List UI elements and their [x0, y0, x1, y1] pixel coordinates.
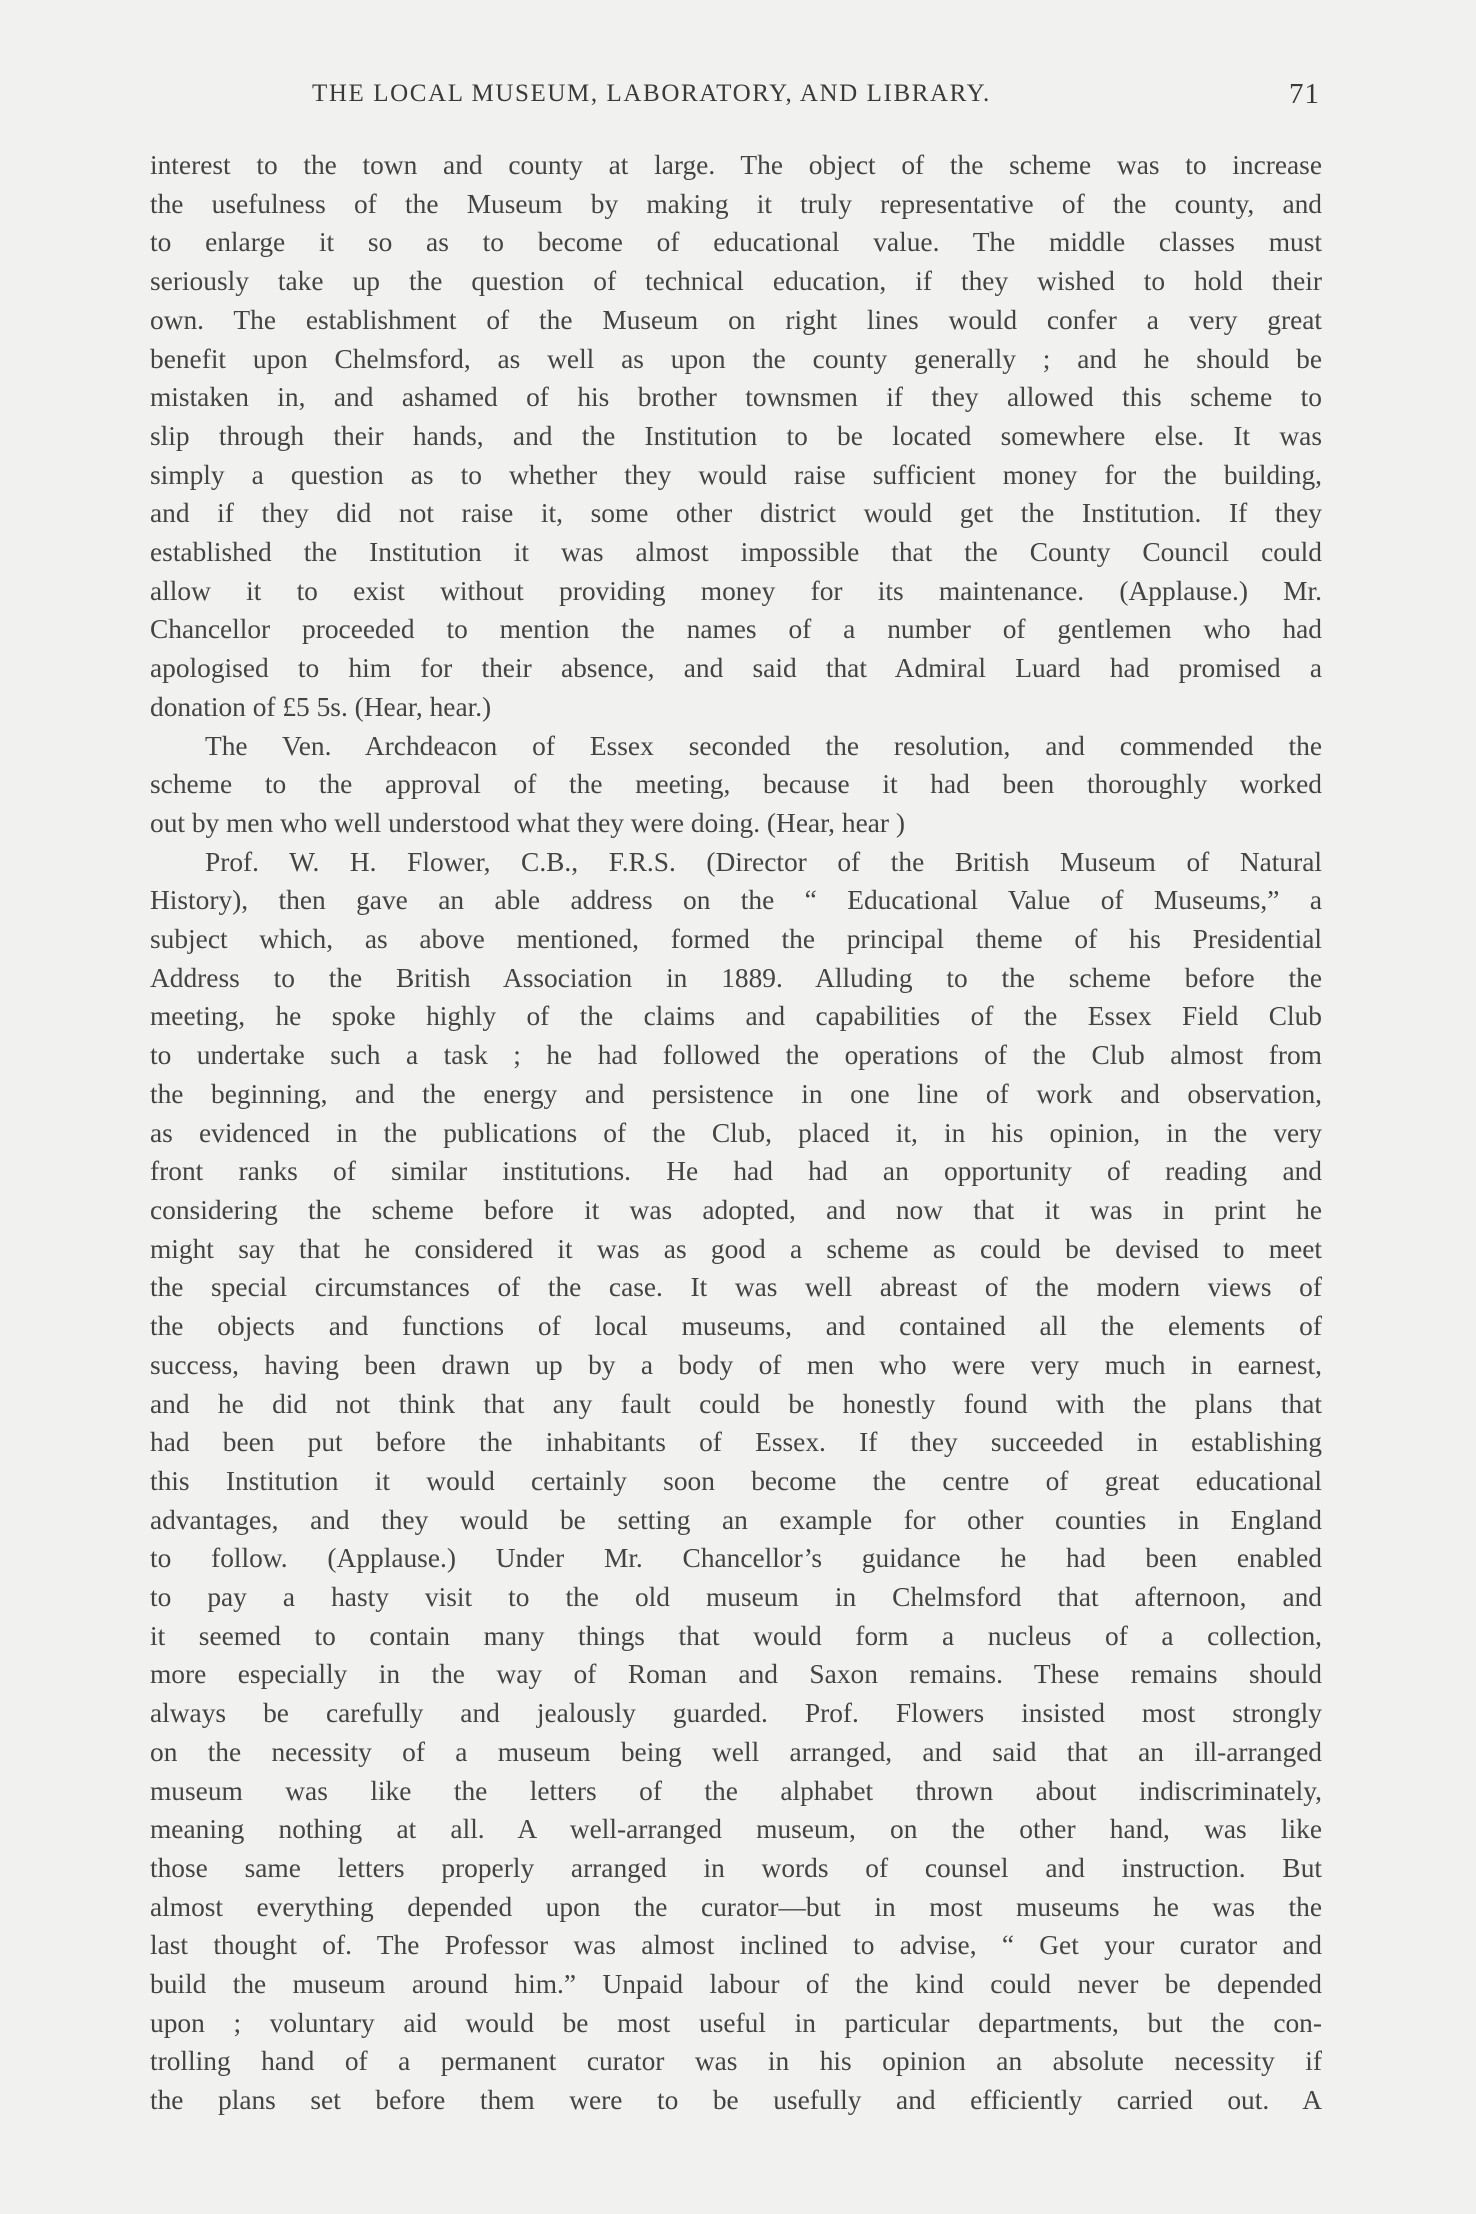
text-line: trolling hand of a permanent curator was in his opinion an absolute necessity if: [150, 2046, 1322, 2077]
text-line: advantages, and they would be setting an example for other counties in England: [150, 1504, 1322, 1535]
text-line: The Ven. Archdeacon of Essex seconded the resolution, and commended the: [205, 730, 1322, 761]
text-line: those same letters properly arranged in words of counsel and instruction. But: [150, 1852, 1322, 1883]
text-line: considering the scheme before it was adopted, and now that it was in print he: [150, 1194, 1322, 1225]
text-line: subject which, as above mentioned, formed the principal theme of his Presidential: [150, 924, 1322, 955]
text-line: benefit upon Chelmsford, as well as upon the county generally ; and he should be: [150, 343, 1322, 374]
text-line: on the necessity of a museum being well arranged, and said that an ill-arranged: [150, 1736, 1322, 1767]
text-line: Chancellor proceeded to mention the names of a number of gentlemen who had: [150, 614, 1322, 645]
text-line: museum was like the letters of the alphabet thrown about indiscriminately,: [150, 1775, 1322, 1806]
text-line: last thought of. The Professor was almost inclined to advise, “ Get your curator and: [150, 1930, 1322, 1961]
text-line: to enlarge it so as to become of educational value. The middle classes must: [150, 227, 1322, 258]
text-line: the usefulness of the Museum by making it truly representative of the county, and: [150, 188, 1322, 219]
text-line: it seemed to contain many things that would form a nucleus of a collection,: [150, 1620, 1322, 1651]
text-line: meeting, he spoke highly of the claims and capabilities of the Essex Field Club: [150, 1001, 1322, 1032]
text-line: the special circumstances of the case. It was well abreast of the modern views of: [150, 1272, 1322, 1303]
text-line: donation of £5 5s. (Hear, hear.): [150, 691, 492, 722]
text-line: Address to the British Association in 1889. Alluding to the scheme before the: [150, 962, 1322, 993]
text-line: and he did not think that any fault could be honestly found with the plans that: [150, 1388, 1322, 1419]
text-line: apologised to him for their absence, and said that Admiral Luard had promised a: [150, 653, 1322, 684]
text-line: might say that he considered it was as good a scheme as could be devised to meet: [150, 1233, 1322, 1264]
text-line: to pay a hasty visit to the old museum in Chelmsford that afternoon, and: [150, 1582, 1322, 1613]
text-line: always be carefully and jealously guarded. Prof. Flowers insisted most strongly: [150, 1698, 1322, 1729]
text-line: seriously take up the question of technical education, if they wished to hold their: [150, 266, 1322, 297]
text-line: slip through their hands, and the Institution to be located somewhere else. It was: [150, 420, 1322, 451]
text-line: meaning nothing at all. A well-arranged museum, on the other hand, was like: [150, 1814, 1322, 1845]
text-line: to follow. (Applause.) Under Mr. Chancellor’s guidance he had been enabled: [150, 1543, 1322, 1574]
body-text: [150, 146, 1322, 2120]
text-line: Prof. W. H. Flower, C.B., F.R.S. (Director of the British Museum of Natural: [205, 846, 1322, 877]
text-line: scheme to the approval of the meeting, because it had been thoroughly worked: [150, 769, 1322, 800]
text-line: almost everything depended upon the curator—but in most museums he was the: [150, 1891, 1322, 1922]
text-line: success, having been drawn up by a body of men who were very much in earnest,: [150, 1349, 1322, 1380]
text-line: and if they did not raise it, some other district would get the Institution. If they: [150, 498, 1322, 529]
text-line: the plans set before them were to be usefully and efficiently carried out. A: [150, 2085, 1322, 2116]
text-line: more especially in the way of Roman and Saxon remains. These remains should: [150, 1659, 1322, 1690]
text-line: upon ; voluntary aid would be most useful in particular departments, but the con-: [150, 2007, 1322, 2038]
page-number: 71: [1289, 78, 1320, 110]
text-line: established the Institution it was almost impossible that the County Council could: [150, 537, 1322, 568]
running-head: [150, 76, 1320, 116]
text-line: History), then gave an able address on the “ Educational Value of Museums,” a: [150, 885, 1322, 916]
text-line: simply a question as to whether they would raise sufficient money for the building,: [150, 459, 1322, 490]
text-line: own. The establishment of the Museum on right lines would confer a very great: [150, 304, 1322, 335]
text-line: this Institution it would certainly soon become the centre of great educational: [150, 1465, 1322, 1496]
running-title: THE LOCAL MUSEUM, LABORATORY, AND LIBRARY.: [312, 80, 991, 107]
text-line: to undertake such a task ; he had followed the operations of the Club almost from: [150, 1040, 1322, 1071]
text-line: had been put before the inhabitants of Essex. If they succeeded in establishing: [150, 1427, 1322, 1458]
text-line: mistaken in, and ashamed of his brother townsmen if they allowed this scheme to: [150, 382, 1322, 413]
text-line: interest to the town and county at large. The object of the scheme was to increase: [150, 150, 1322, 180]
text-line: as evidenced in the publications of the Club, placed it, in his opinion, in the very: [150, 1117, 1322, 1148]
text-line: build the museum around him.” Unpaid labour of the kind could never be depended: [150, 1969, 1322, 2000]
text-line: the beginning, and the energy and persistence in one line of work and observation,: [150, 1078, 1322, 1109]
text-line: out by men who well understood what they were doing. (Hear, hear ): [150, 807, 905, 838]
text-line: front ranks of similar institutions. He had had an opportunity of reading and: [150, 1156, 1322, 1187]
text-line: allow it to exist without providing money for its maintenance. (Applause.) Mr.: [150, 575, 1322, 606]
text-line: the objects and functions of local museums, and contained all the elements of: [150, 1311, 1322, 1342]
